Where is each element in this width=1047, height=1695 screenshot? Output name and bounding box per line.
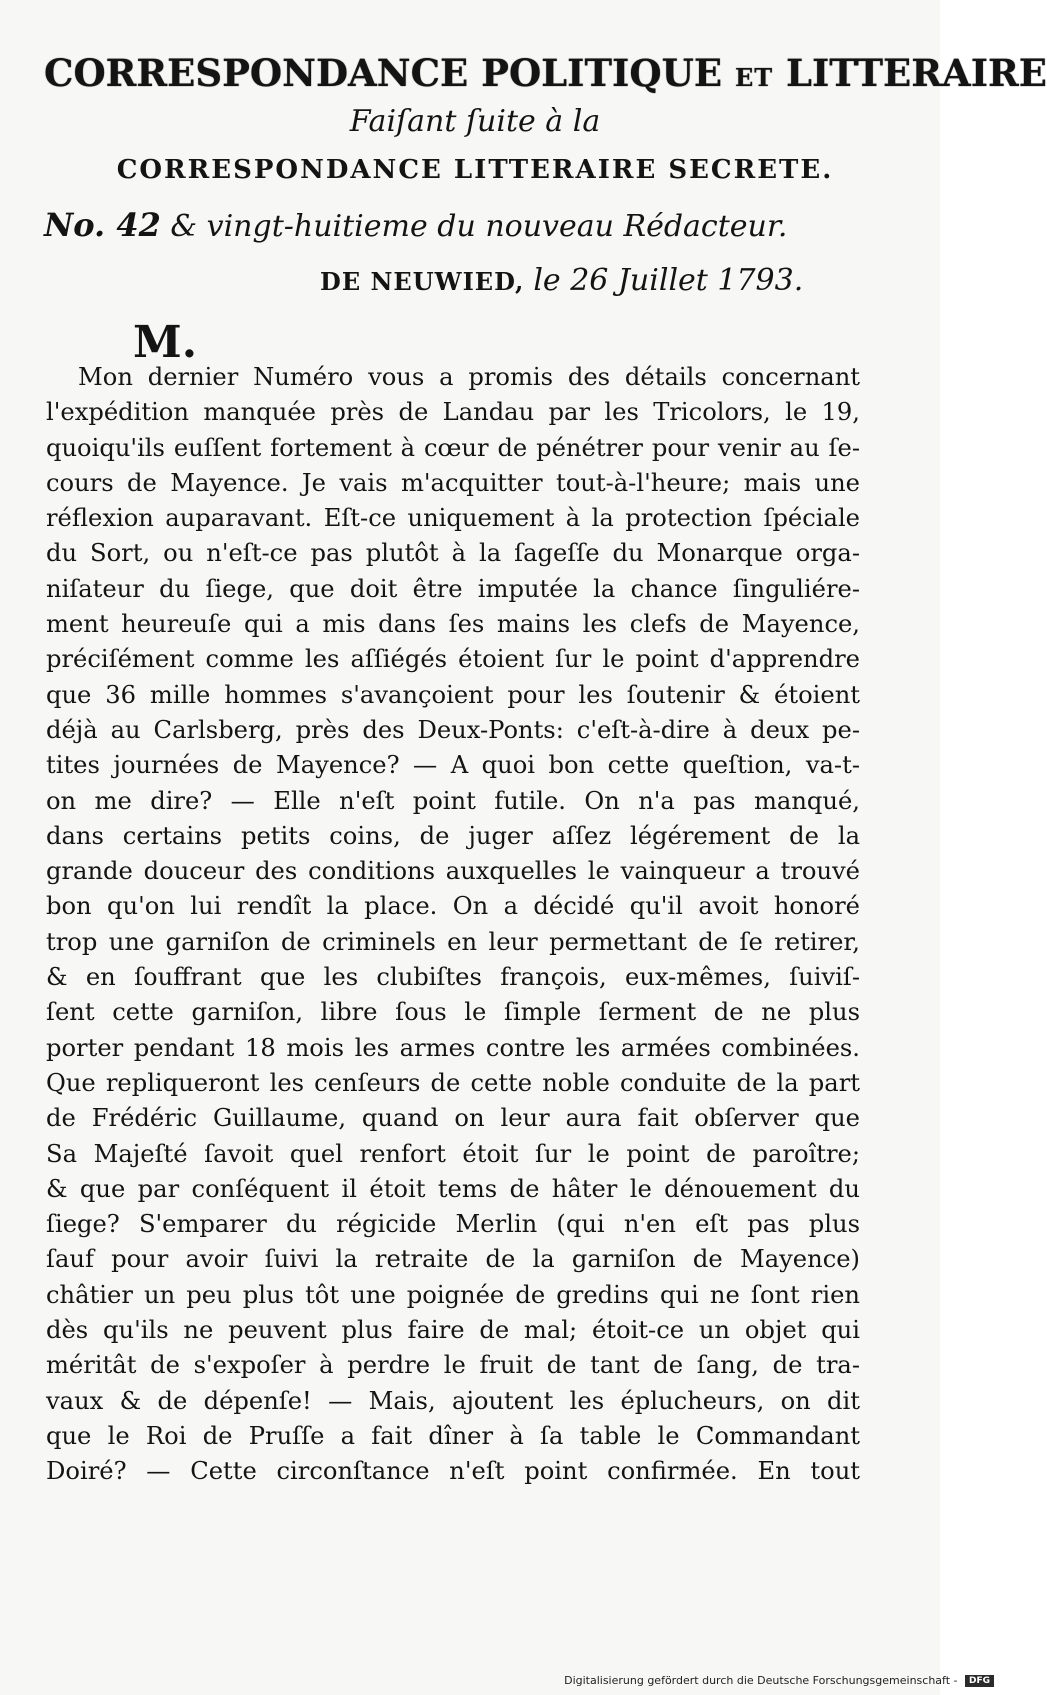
dateline-place: DE NEUWIED,	[320, 267, 525, 296]
text-line: ſauf pour avoir ſuivi la retraite de la garniſon de Mayence)	[46, 1245, 860, 1274]
text-line: Sa Majeſté ſavoit quel renfort étoit ſur le point de paroître;	[46, 1139, 860, 1168]
text-line: ſent cette garniſon, libre ſous le ſimple ſerment de ne plus	[46, 998, 860, 1027]
text-line: & que par conſéquent il étoit tems de hâter le dénouement du	[46, 1174, 860, 1203]
issue-line	[44, 206, 904, 246]
credit-text: Digitalisierung gefördert durch die Deutsche Forschungsgemeinschaft -	[564, 1674, 958, 1687]
salutation: M.	[133, 317, 198, 368]
text-line: bon qu'on lui rendît la place. On a décidé qu'il avoit honoré	[46, 892, 860, 921]
text-line: Mon dernier Numéro vous a promis des détails concernant	[78, 363, 860, 391]
text-line: Que repliqueront les cenſeurs de cette noble conduite de la part	[46, 1068, 860, 1097]
issue-number: No. 42	[44, 206, 161, 244]
article-body	[46, 360, 860, 1490]
dateline	[320, 262, 900, 301]
digitization-credit	[564, 1674, 994, 1687]
text-line: du Sort, ou n'eſt-ce pas plutôt à la ſageſſe du Monarque orga-	[46, 539, 860, 568]
masthead-title-et: ET	[734, 63, 774, 92]
masthead-subtitle: Faiſant ſuite à la	[349, 104, 601, 139]
text-line: niſateur du ſiege, que doit être imputée la chance ſinguliére-	[46, 574, 860, 603]
text-line: vaux & de dépenſe! — Mais, ajoutent les éplucheurs, on dit	[46, 1386, 860, 1415]
text-line: déjà au Carlsberg, près des Deux-Ponts: c'eſt-à-dire à deux pe-	[46, 715, 860, 744]
text-line: trop une garniſon de criminels en leur permettant de ſe retirer,	[46, 927, 860, 956]
dfg-logo: DFG	[965, 1675, 994, 1687]
text-line: réflexion auparavant. Eſt-ce uniquement à la protection ſpéciale	[46, 504, 860, 533]
text-line: quoiqu'ils euſſent fortement à cœur de pénétrer pour venir au ſe-	[46, 433, 860, 462]
masthead-title-part1: CORRESPONDANCE POLITIQUE	[44, 51, 723, 95]
text-line: de Frédéric Guillaume, quand on leur aura fait obſerver que	[46, 1104, 860, 1133]
text-line: l'expédition manquée près de Landau par les Tricolors, le 19,	[46, 398, 860, 427]
text-line: ſiege? S'emparer du régicide Merlin (qui n'en eſt pas plus	[46, 1210, 860, 1239]
text-line: porter pendant 18 mois les armes contre les armées combinées.	[46, 1033, 860, 1062]
text-line: ment heureuſe qui a mis dans ſes mains les clefs de Mayence,	[46, 610, 860, 639]
text-line: méritât de s'expoſer à perdre le fruit de tant de ſang, de tra-	[46, 1351, 860, 1380]
masthead-title-part2: LITTERAIRE	[785, 51, 1047, 95]
text-line: châtier un peu plus tôt une poignée de gredins qui ne ſont rien	[46, 1280, 860, 1309]
text-line: dans certains petits coins, de juger aſſez légérement de la	[46, 821, 860, 850]
text-line: cours de Mayence. Je vais m'acquitter tout-à-l'heure; mais une	[46, 468, 860, 497]
dateline-date: le 26 Juillet 1793.	[533, 263, 804, 298]
text-line: préciſément comme les aſſiégés étoient ſur le point d'apprendre	[46, 645, 860, 674]
text-line: tites journées de Mayence? — A quoi bon cette queſtion, va-t-	[46, 751, 860, 780]
masthead-title	[44, 50, 1047, 101]
text-line: Doiré? — Cette circonſtance n'eſt point confirmée. En tout	[46, 1457, 860, 1486]
text-line: on me dire? — Elle n'eſt point futile. On n'a pas manqué,	[46, 786, 860, 815]
text-line: dès qu'ils ne peuvent plus faire de mal; étoit-ce un objet qui	[46, 1316, 860, 1345]
text-line: & en ſouffrant que les clubiſtes françois, eux-mêmes, ſuiviſ-	[46, 963, 860, 992]
masthead-secret-title: CORRESPONDANCE LITTERAIRE SECRETE.	[116, 155, 834, 185]
text-line: que le Roi de Pruſſe a fait dîner à ſa table le Commandant	[46, 1421, 860, 1450]
text-line: grande douceur des conditions auxquelles le vainqueur a trouvé	[46, 857, 860, 886]
text-line: que 36 mille hommes s'avançoient pour les ſoutenir & étoient	[46, 680, 860, 709]
issue-description: & vingt-huitieme du nouveau Rédacteur.	[170, 209, 788, 244]
